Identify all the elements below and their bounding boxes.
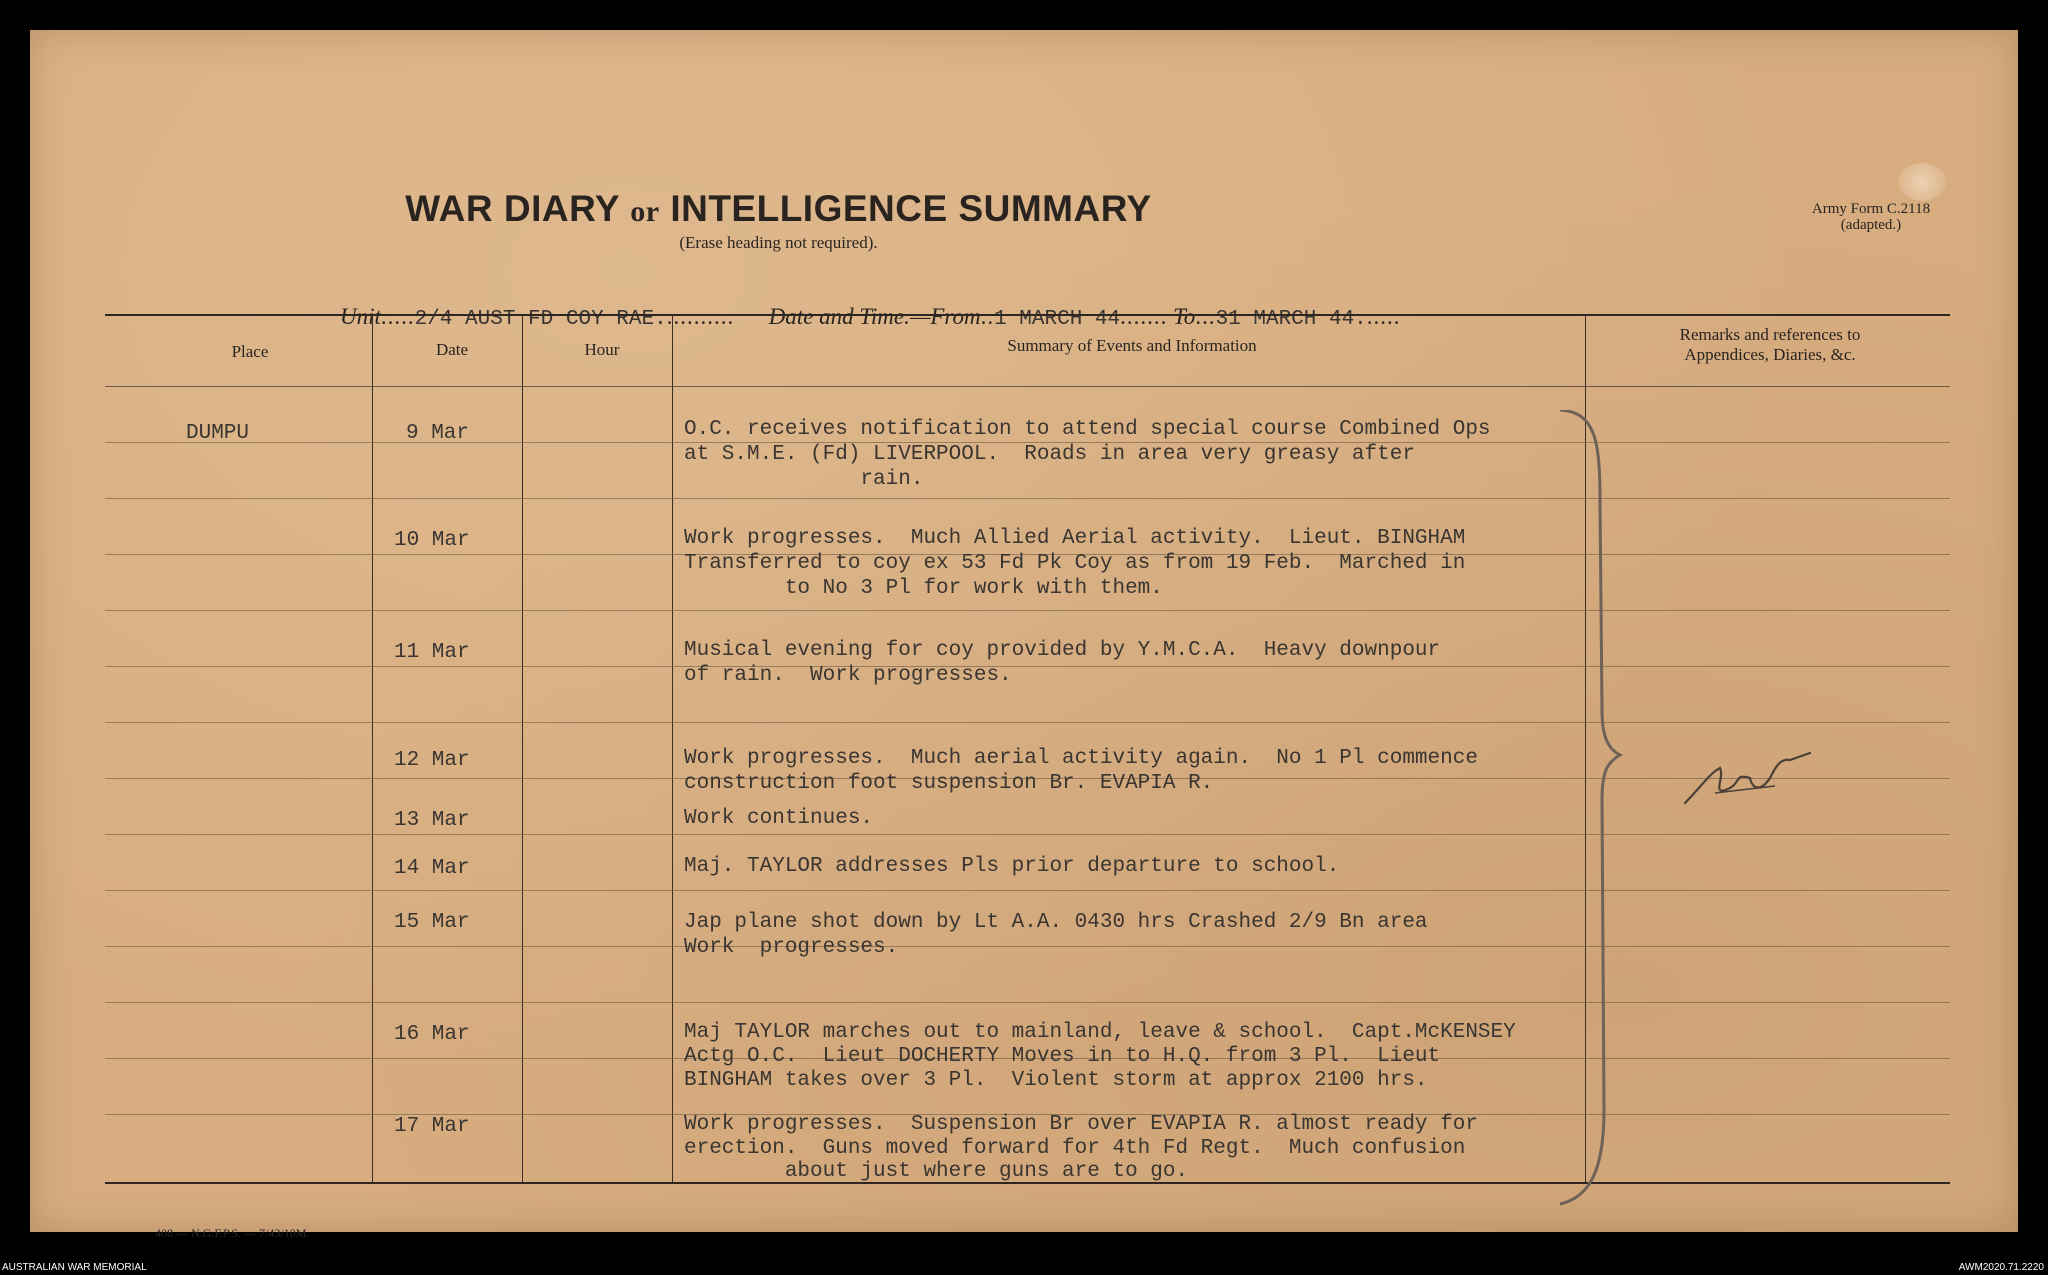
entry-date: 14 Mar: [394, 857, 470, 880]
archive-caption-left: AUSTRALIAN WAR MEMORIAL: [2, 1262, 147, 1273]
date-from-value: 1 MARCH 44: [994, 308, 1121, 331]
army-form-line2: (adapted.): [1840, 216, 1902, 233]
unit-line: Unit.....2/4 AUST FD COY RAE........... Date and Time.—From..1 MARCH 44....... To...31 MARCH 44......: [340, 304, 1401, 331]
army-form-line1: Army Form C.2118: [1811, 201, 1931, 217]
diary-page: [30, 30, 2018, 1240]
archive-caption-right: AWM2020.71.2220: [1958, 1262, 2044, 1273]
entry-summary-line: Work progresses. Much aerial activity again. No 1 Pl commence: [684, 747, 1478, 770]
entry-date: 15 Mar: [394, 911, 470, 934]
entry-date: 9 Mar: [406, 422, 470, 445]
entry-date: 11 Mar: [394, 641, 470, 664]
date-from-label: Date and Time.—From: [768, 304, 981, 329]
entry-summary-line: Actg O.C. Lieut DOCHERTY Moves in to H.Q. from 3 Pl. Lieut: [684, 1045, 1441, 1068]
entry-summary-line: construction foot suspension Br. EVAPIA R.: [684, 772, 1214, 795]
title-intelligence-summary: INTELLIGENCE SUMMARY: [670, 188, 1152, 229]
entry-summary-line: Work progresses. Much Allied Aerial activity. Lieut. BINGHAM: [684, 527, 1466, 550]
date-to-value: 31 MARCH 44.: [1215, 308, 1367, 331]
entry-place: DUMPU: [186, 422, 250, 445]
column-header-date: Date: [435, 340, 469, 359]
column-header-place: Place: [231, 342, 269, 361]
entry-date: 13 Mar: [394, 809, 470, 832]
entry-summary-line: Transferred to coy ex 53 Fd Pk Coy as from 19 Feb. Marched in: [684, 552, 1466, 575]
title-or: or: [630, 195, 660, 228]
entry-summary-line: erection. Guns moved forward for 4th Fd Regt. Much confusion: [684, 1137, 1466, 1160]
remarks-header-line1: Remarks and references to: [1679, 325, 1861, 344]
entry-summary-line: Maj. TAYLOR addresses Pls prior departure to school.: [684, 855, 1340, 878]
signature-mark: [1680, 748, 1830, 818]
entry-summary-line: Work progresses.: [684, 936, 899, 959]
column-divider-date: [522, 315, 523, 1182]
remarks-header-line2: Appendices, Diaries, &c.: [1684, 345, 1856, 365]
entry-summary-line: BINGHAM takes over 3 Pl. Violent storm at approx 2100 hrs.: [684, 1069, 1428, 1092]
erase-note: (Erase heading not required).: [679, 233, 878, 252]
entry-summary-line: at S.M.E. (Fd) LIVERPOOL. Roads in area very greasy after: [684, 443, 1415, 466]
unit-value: 2/4 AUST FD COY RAE.: [414, 308, 667, 331]
entry-summary-line: Musical evening for coy provided by Y.M.C.A. Heavy downpour: [684, 639, 1441, 662]
title-war-diary: WAR DIARY: [405, 188, 620, 229]
page-title: [30, 188, 1527, 230]
header-bottom-rule: [105, 386, 1950, 387]
entry-date: 12 Mar: [394, 749, 470, 772]
entry-summary-line: Work progresses. Suspension Br over EVAPIA R. almost ready for: [684, 1113, 1478, 1136]
entry-date: 16 Mar: [394, 1023, 470, 1046]
form-footer: 408 — N.G.F.P.S. — 7/43/10M.: [155, 1226, 310, 1240]
entry-summary-line: of rain. Work progresses.: [684, 664, 1012, 687]
entry-summary-line: about just where guns are to go.: [684, 1160, 1189, 1183]
column-header-remarks: [1590, 325, 1950, 366]
paper-blot: [1898, 163, 1946, 201]
table-top-rule: [105, 314, 1950, 316]
column-header-hour: Hour: [584, 340, 620, 359]
unit-label: Unit: [340, 304, 381, 329]
entry-summary-line: Jap plane shot down by Lt A.A. 0430 hrs Crashed 2/9 Bn area: [684, 911, 1428, 934]
column-header-summary: Summary of Events and Information: [1007, 336, 1257, 355]
entry-date: 17 Mar: [394, 1115, 470, 1138]
entry-summary-line: O.C. receives notification to attend special course Combined Ops: [684, 418, 1491, 441]
column-divider-place: [372, 315, 373, 1182]
pencil-brace: [1560, 410, 1680, 1210]
army-form-label: [1771, 202, 1971, 234]
date-to-label: To: [1173, 304, 1196, 329]
entry-summary-line: rain.: [684, 468, 924, 491]
entry-summary-line: Work continues.: [684, 807, 874, 830]
column-divider-hour: [672, 315, 673, 1182]
entry-date: 10 Mar: [394, 529, 470, 552]
entry-summary-line: Maj TAYLOR marches out to mainland, leave & school. Capt.McKENSEY: [684, 1021, 1516, 1044]
entry-summary-line: to No 3 Pl for work with them.: [684, 577, 1163, 600]
